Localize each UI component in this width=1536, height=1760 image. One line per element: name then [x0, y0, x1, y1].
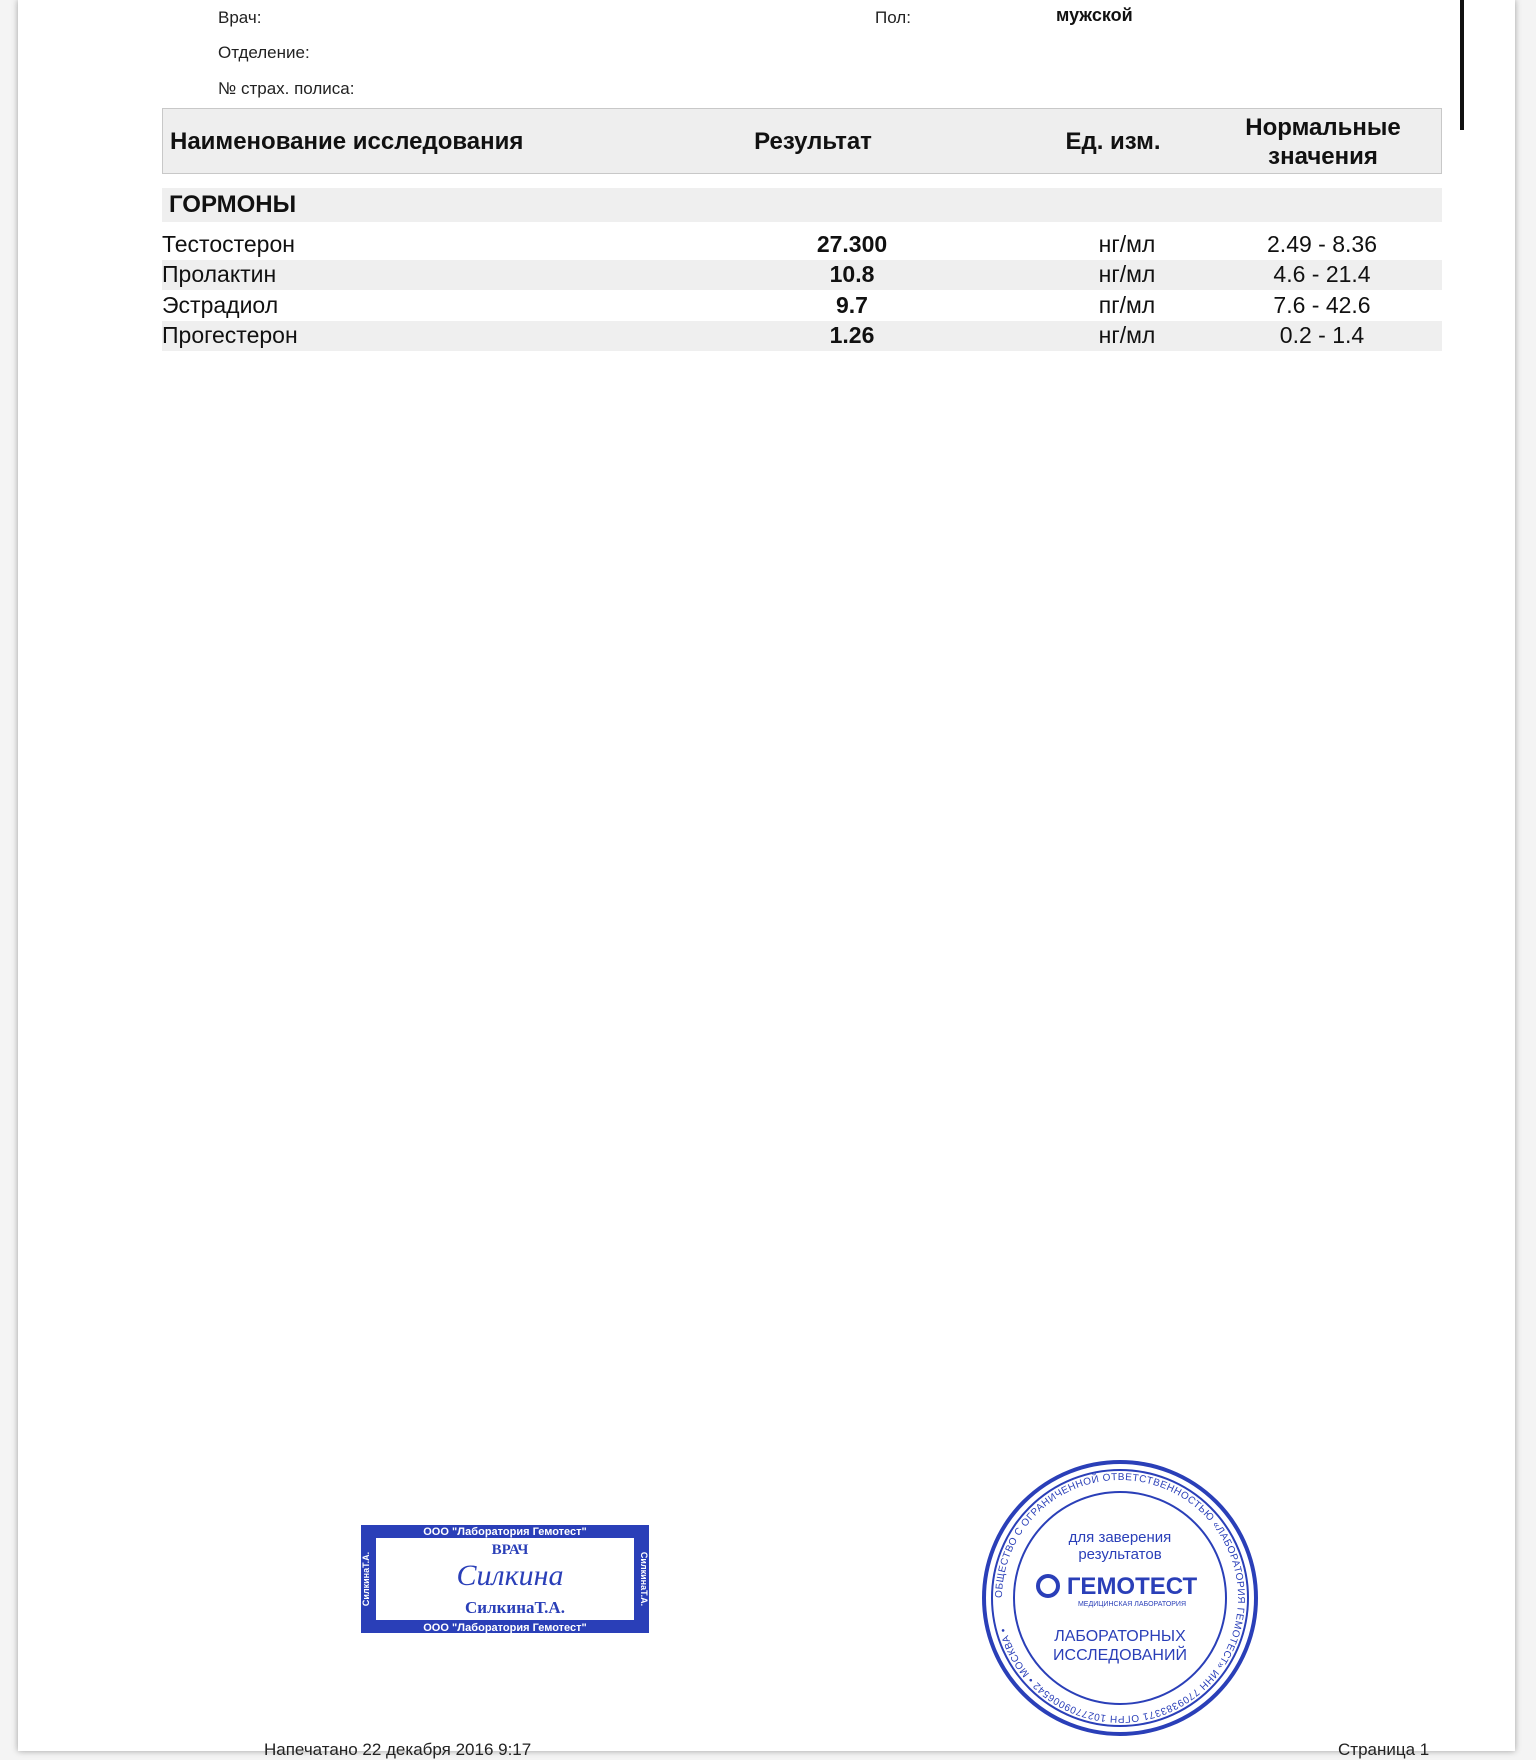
test-norm: 7.6 - 42.6: [1273, 291, 1371, 318]
department-label: Отделение:: [218, 43, 310, 62]
test-name: Прогестерон: [162, 322, 298, 349]
gemotest-logo-icon: [1038, 1576, 1058, 1596]
header-norm: [1223, 109, 1423, 175]
table-row: [162, 321, 1442, 352]
doctor-stamp-side-left: СилкинаТ.А.: [361, 1551, 371, 1607]
round-stamp-line3: ЛАБОРАТОРНЫХ: [1054, 1628, 1186, 1645]
test-norm: 0.2 - 1.4: [1279, 322, 1365, 349]
print-date: Напечатано 22 декабря 2016 9:17: [264, 1740, 532, 1759]
lab-round-stamp: [980, 1458, 1260, 1738]
table-row: [162, 229, 1442, 260]
test-unit: нг/мл: [1098, 322, 1156, 349]
test-unit: нг/мл: [1098, 230, 1156, 257]
round-stamp-line2: результатов: [1078, 1546, 1162, 1563]
round-stamp-brand: ГЕМОТЕСТ: [1066, 1573, 1198, 1600]
test-result: 10.8: [829, 261, 875, 288]
header-norm-line2: значения: [1268, 143, 1378, 170]
results-table-body: [162, 229, 1442, 351]
test-norm: 4.6 - 21.4: [1273, 261, 1371, 288]
round-stamp-ring-text: ОБЩЕСТВО С ОГРАНИЧЕННОЙ ОТВЕТСТВЕННОСТЬЮ «ЛАБОРАТОРИЯ ГЕМОТЕСТ» ИНН 7709383371 ОГРН 1027709006542 • МОСКВА •: [993, 1471, 1247, 1725]
sex-label: Пол:: [875, 8, 911, 27]
test-unit: пг/мл: [1098, 291, 1156, 318]
test-norm: 2.49 - 8.36: [1267, 230, 1377, 257]
section-title: ГОРМОНЫ: [162, 188, 1442, 222]
document-page: [18, 0, 1515, 1759]
doctor-signature: Силкина: [456, 1559, 564, 1592]
table-row: [162, 290, 1442, 321]
header-name: Наименование исследования: [170, 128, 524, 155]
doctor-stamp: [360, 1524, 650, 1634]
doctor-stamp-org-top: ООО "Лаборатория Гемотест": [423, 1526, 587, 1538]
page-number: Страница 1: [1338, 1740, 1430, 1759]
round-stamp-line4: ИССЛЕДОВАНИЙ: [1053, 1647, 1187, 1664]
header-unit: Ед. изм.: [1065, 128, 1161, 155]
test-name: Эстрадиол: [162, 291, 279, 318]
sex-value: мужской: [1056, 5, 1133, 25]
round-stamp-line1: для заверения: [1068, 1529, 1172, 1546]
insurance-label: № страх. полиса:: [218, 79, 355, 98]
test-result: 9.7: [836, 291, 868, 318]
doctor-stamp-org-bottom: ООО "Лаборатория Гемотест": [423, 1622, 587, 1634]
doctor-label: Врач:: [218, 8, 262, 27]
results-table-header: [162, 108, 1442, 174]
test-unit: нг/мл: [1098, 261, 1156, 288]
doctor-stamp-title: ВРАЧ: [491, 1542, 529, 1558]
doctor-stamp-name: СилкинаТ.А.: [465, 1598, 565, 1617]
header-norm-line1: Нормальные: [1245, 114, 1401, 141]
header-result: Результат: [754, 128, 872, 155]
round-stamp-brand-sub: МЕДИЦИНСКАЯ ЛАБОРАТОРИЯ: [1077, 1601, 1187, 1608]
test-name: Тестостерон: [162, 230, 295, 257]
doctor-stamp-side-right: СилкинаТ.А.: [639, 1551, 649, 1607]
test-result: 1.26: [829, 322, 875, 349]
test-result: 27.300: [816, 230, 888, 257]
table-row: [162, 260, 1442, 291]
test-name: Пролактин: [162, 261, 277, 288]
